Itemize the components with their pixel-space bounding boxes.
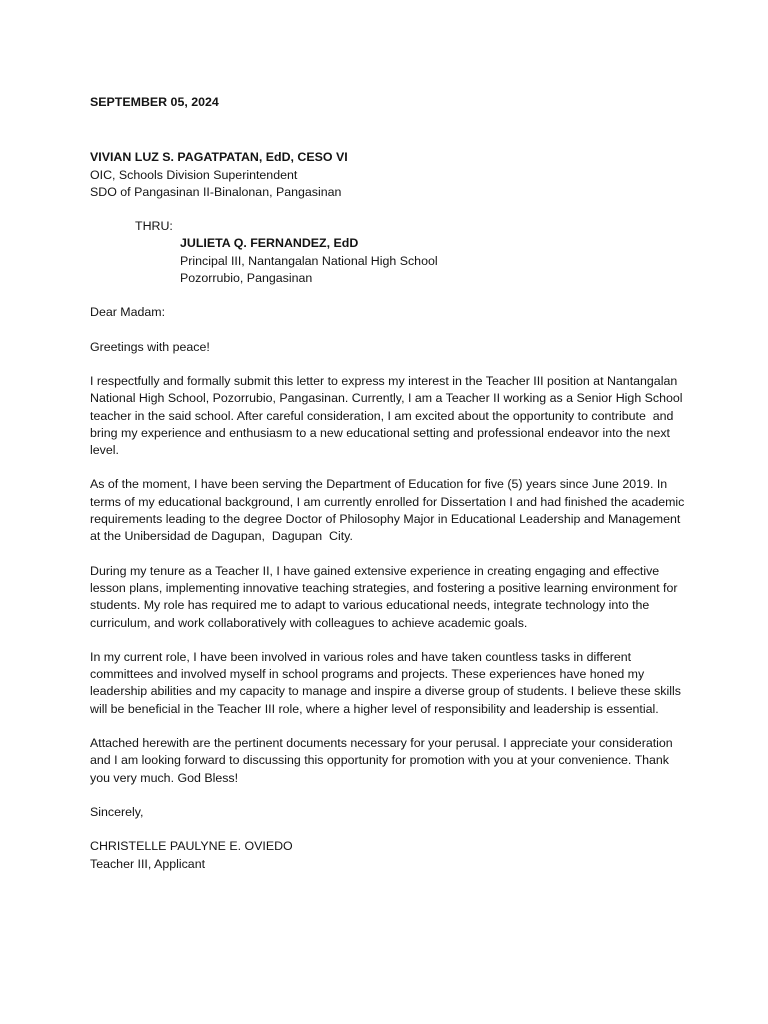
body-paragraph-background: As of the moment, I have been serving the Department of Education for five (5) years since June 2019. In terms of my educational background, I am currently enrolled for Dissertation I and had finished the academic requirements leading to the degree Doctor of Philosophy Major in Educational Leadership and Management at the Unibersidad de Dagupan, Dagupan City. (90, 477, 688, 544)
signatory-name: CHRISTELLE PAULYNE E. OVIEDO (90, 839, 293, 854)
recipient-office: SDO of Pangasinan II-Binalonan, Pangasinan (90, 184, 342, 199)
thru-position: Principal III, Nantangalan National High School (180, 253, 438, 268)
thru-label: THRU: (135, 219, 173, 234)
thru-name: JULIETA Q. FERNANDEZ, EdD (180, 236, 359, 251)
letter-date: SEPTEMBER 05, 2024 (90, 95, 219, 109)
body-paragraph-experience: During my tenure as a Teacher II, I have gained extensive experience in creating engaging and effective lesson plans, implementing innovative teaching strategies, and fostering a positive learning environment for students. My role has required me to adapt to various educational needs, integrate technology into the curriculum, and work collaboratively with colleagues to achieve academic goals. (90, 563, 681, 630)
greeting: Greetings with peace! (90, 339, 210, 354)
signatory-title: Teacher III, Applicant (90, 856, 206, 871)
body-paragraph-intent: I respectfully and formally submit this letter to express my interest in the Teacher III position at Nantangalan National High School, Pozorrubio, Pangasinan. Currently, I am a Teacher II working as a Senior High School teacher in the said school. After careful consideration, I am excited about the opportunity to contribute and bring my experience and enthusiasm to a new educational setting and professional endeavor into the next level. (90, 373, 686, 458)
letter-body (90, 94, 690, 873)
body-paragraph-roles: In my current role, I have been involved in various roles and have taken countless tasks in different committees and involved myself in school programs and projects. These experiences have honed my leadership abilities and my capacity to manage and inspire a diverse group of students. I believe these skills will be beneficial in the Teacher III role, where a higher level of responsibility and leadership is essential. (90, 649, 685, 716)
thru-address: Pozorrubio, Pangasinan (180, 271, 313, 286)
complimentary-close: Sincerely, (90, 804, 144, 819)
signature-block (90, 838, 690, 873)
thru-block (90, 235, 690, 287)
salutation: Dear Madam: (90, 305, 166, 320)
recipient-block (90, 149, 690, 201)
recipient-name: VIVIAN LUZ S. PAGATPATAN, EdD, CESO VI (90, 150, 348, 165)
recipient-position: OIC, Schools Division Superintendent (90, 167, 298, 182)
body-paragraph-closing: Attached herewith are the pertinent documents necessary for your perusal. I appreciate your consideration and I am looking forward to discussing this opportunity for promotion with you at your convenience. Thank you very much. God Bless! (90, 736, 677, 785)
